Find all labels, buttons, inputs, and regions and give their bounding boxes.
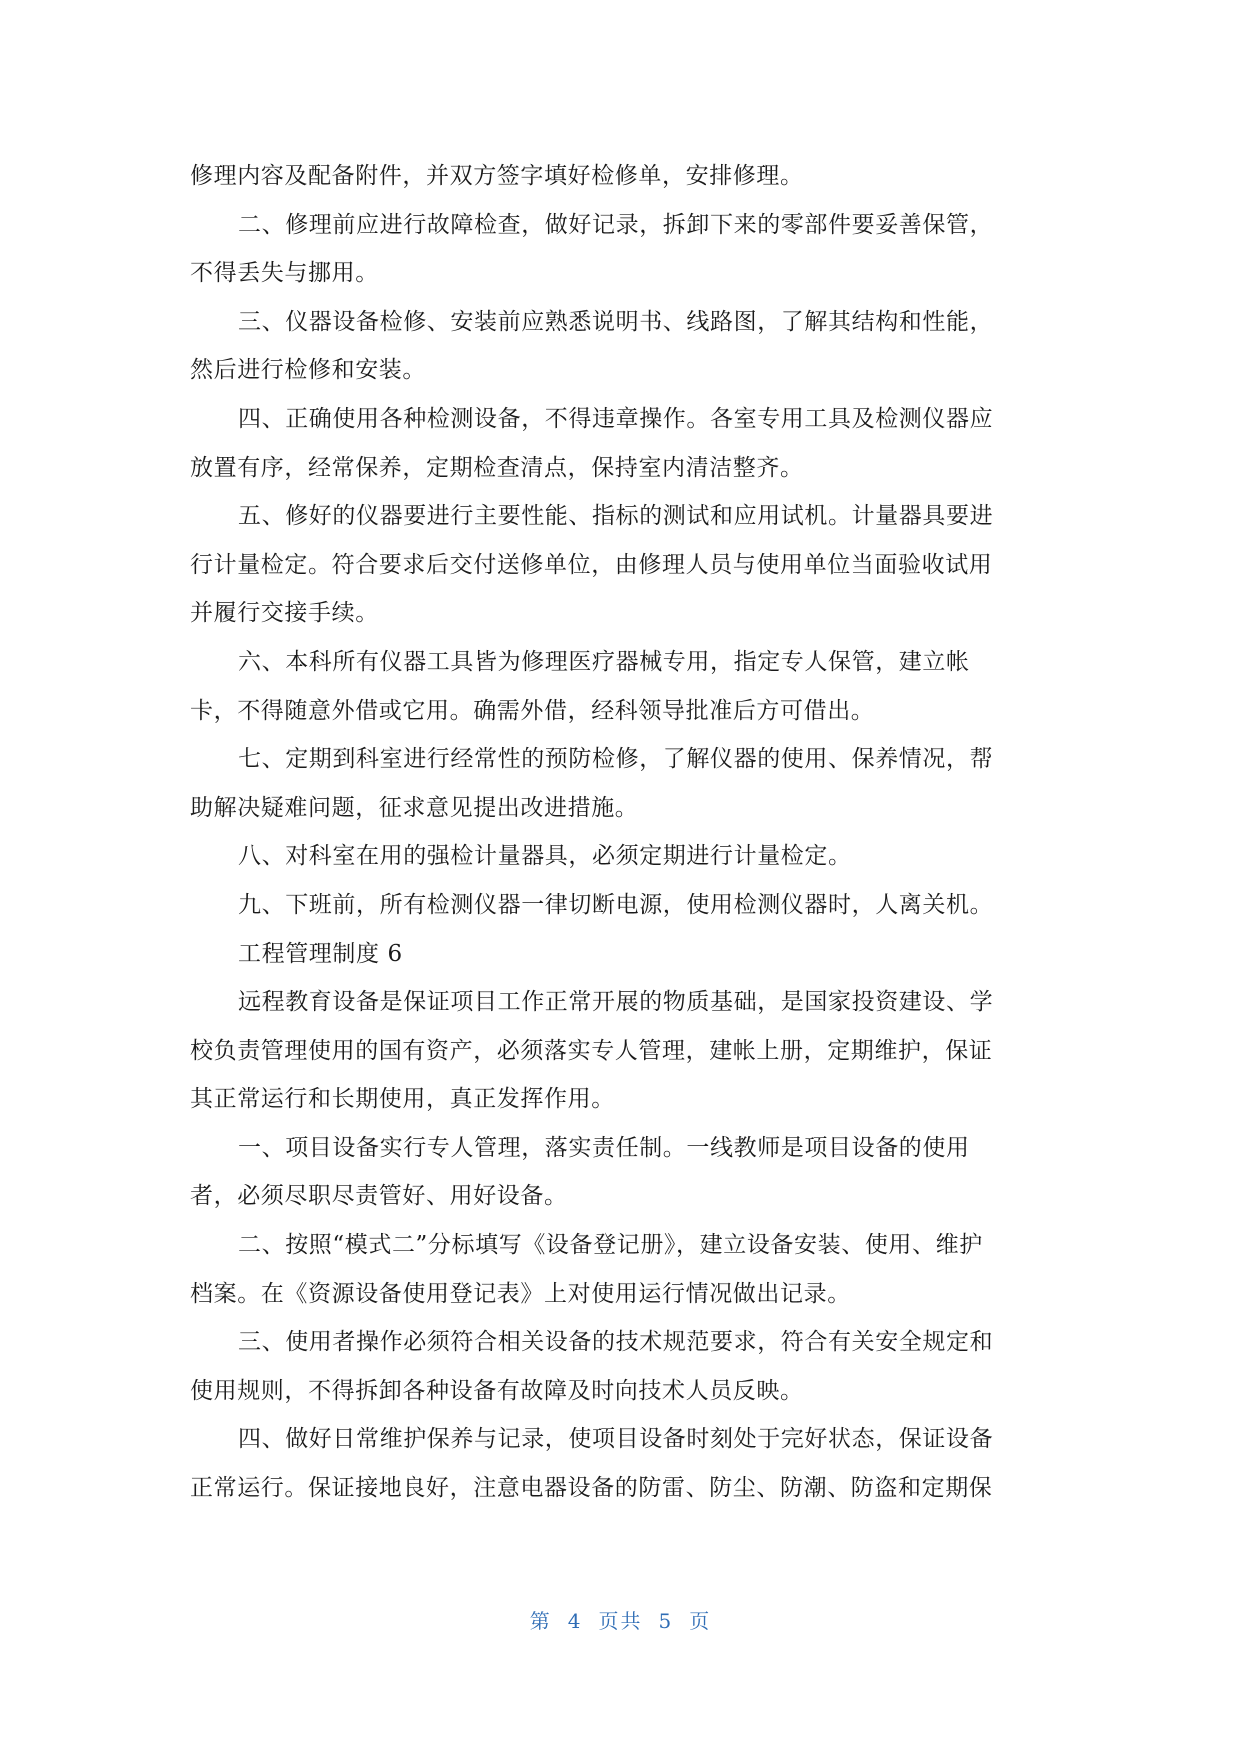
text-line: 三、仪器设备检修、安装前应熟悉说明书、线路图，了解其结构和性能， (238, 308, 994, 335)
footer-prefix: 第 (529, 1609, 552, 1633)
text-line: 正常运行。保证接地良好，注意电器设备的防雷、防尘、防潮、防盗和定期保 (190, 1475, 993, 1502)
text-line: 放置有序，经常保养，定期检查清点，保持室内清洁整齐。 (190, 454, 804, 481)
text-line: 四、正确使用各种检测设备，不得违章操作。各室专用工具及检测仪器应 (238, 405, 994, 432)
text-line: 二、按照“模式二”分标填写《设备登记册》，建立设备安装、使用、维护 (238, 1232, 983, 1259)
text-line: 二、修理前应进行故障检查，做好记录，拆卸下来的零部件要妥善保管， (238, 211, 994, 238)
text-line: 五、修好的仪器要进行主要性能、指标的测试和应用试机。计量器具要进 (238, 503, 994, 530)
text-line: 校负责管理使用的国有资产，必须落实专人管理，建帐上册，定期维护，保证 (190, 1037, 993, 1064)
text-line: 六、本科所有仪器工具皆为修理医疗器械专用，指定专人保管，建立帐 (238, 648, 970, 675)
text-line: 不得丢失与挪用。 (190, 260, 379, 287)
text-line: 工程管理制度 6 (238, 940, 403, 967)
text-line: 行计量检定。符合要求后交付送修单位，由修理人员与使用单位当面验收试用 (190, 551, 993, 578)
footer-page-number: 4 (567, 1609, 583, 1633)
text-line: 助解决疑难问题，征求意见提出改进措施。 (190, 794, 639, 821)
text-line: 七、定期到科室进行经常性的预防检修，了解仪器的使用、保养情况，帮 (238, 746, 994, 773)
footer-middle: 页共 (598, 1609, 643, 1633)
text-line: 档案。在《资源设备使用登记表》上对使用运行情况做出记录。 (190, 1280, 851, 1307)
text-line: 其正常运行和长期使用，真正发挥作用。 (190, 1086, 615, 1113)
text-line: 然后进行检修和安装。 (190, 357, 426, 384)
text-line: 八、对科室在用的强检计量器具，必须定期进行计量检定。 (238, 843, 852, 870)
text-line: 一、项目设备实行专人管理，落实责任制。一线教师是项目设备的使用 (238, 1134, 970, 1161)
page-footer (0, 1605, 1241, 1634)
text-line: 使用规则，不得拆卸各种设备有故障及时向技术人员反映。 (190, 1377, 804, 1404)
text-line: 三、使用者操作必须符合相关设备的技术规范要求，符合有关安全规定和 (238, 1329, 994, 1356)
text-line: 卡，不得随意外借或它用。确需外借，经科领导批准后方可借出。 (190, 697, 875, 724)
text-line: 九、下班前，所有检测仪器一律切断电源，使用检测仪器时，人离关机。 (238, 891, 994, 918)
document-body (190, 152, 1060, 1513)
text-line: 远程教育设备是保证项目工作正常开展的物质基础，是国家投资建设、学 (238, 989, 994, 1016)
text-line: 修理内容及配备附件，并双方签字填好检修单，安排修理。 (190, 163, 804, 189)
footer-total-pages: 5 (658, 1609, 674, 1633)
footer-suffix: 页 (689, 1609, 712, 1633)
text-line: 四、做好日常维护保养与记录，使项目设备时刻处于完好状态，保证设备 (238, 1426, 994, 1453)
text-line: 并履行交接手续。 (190, 600, 379, 627)
text-line: 者，必须尽职尽责管好、用好设备。 (190, 1183, 568, 1210)
